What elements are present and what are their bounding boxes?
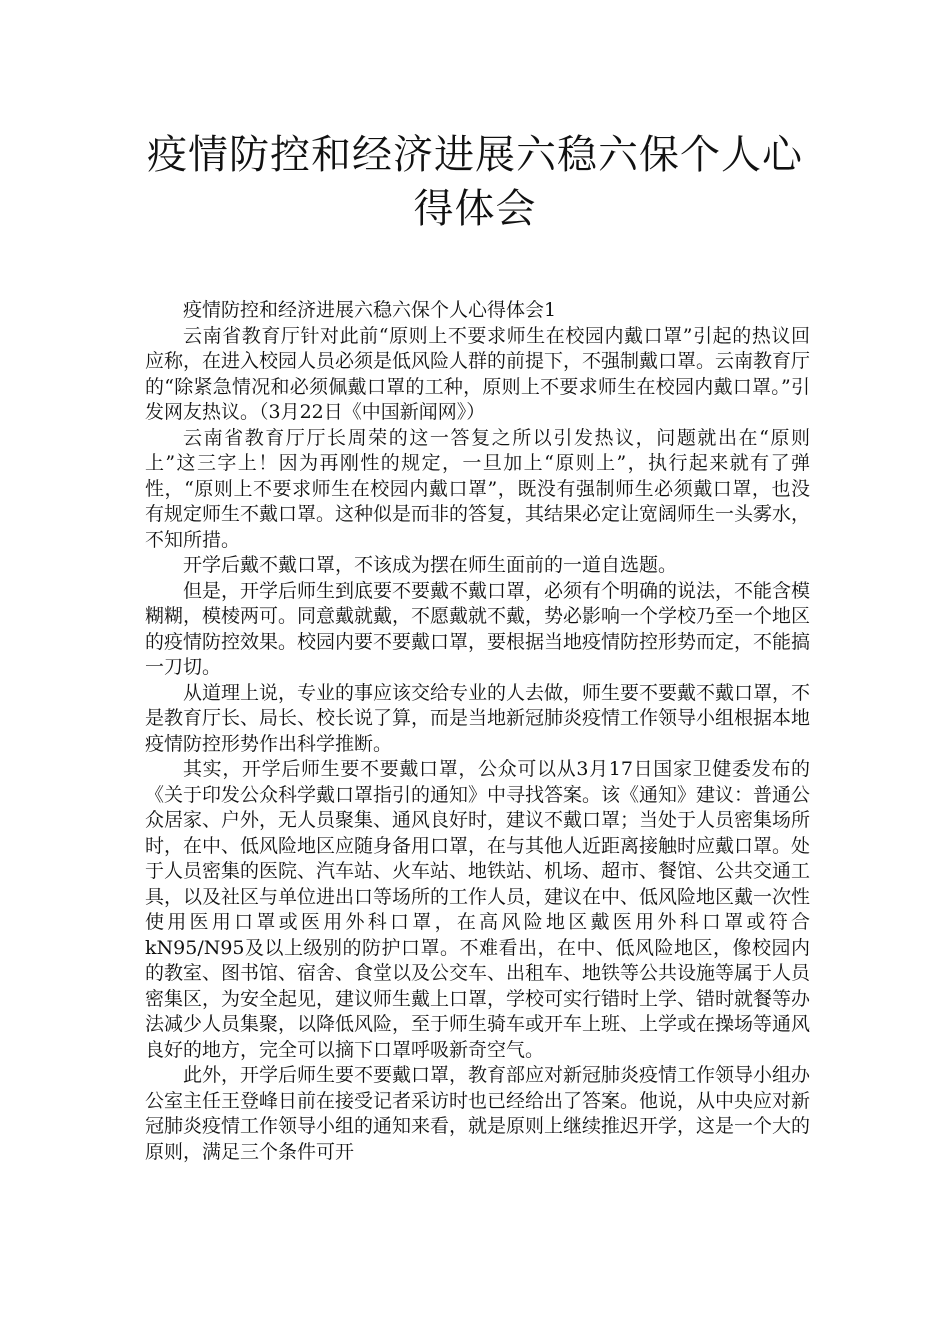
paragraph: 从道理上说，专业的事应该交给专业的人去做，师生要不要戴不戴口罩，不是教育厅长、局长、校长说了算，而是当地新冠肺炎疫情工作领导小组根据本地疫情防控形势作出科学推断。 — [145, 681, 811, 755]
document-body — [145, 298, 810, 1165]
paragraph: 此外，开学后师生要不要戴口罩，教育部应对新冠肺炎疫情工作领导小组办公室主任王登峰日前在接受记者采访时也已经给出了答案。他说，从中央应对新冠肺炎疫情工作领导小组的通知来看，就是原则上继续推迟开学，这是一个大的原则，满足三个条件可开 — [145, 1064, 811, 1163]
paragraph: 云南省教育厅厅长周荣的这一答复之所以引发热议，问题就出在“原则上”这三字上！因为再刚性的规定，一旦加上“原则上”，执行起来就有了弹性，“原则上不要求师生在校园内戴口罩”，既没有强制师生必须戴口罩，也没有规定师生不戴口罩。这种似是而非的答复，其结果必定让宽阔师生一头雾水，不知所措。 — [145, 426, 811, 551]
paragraph: 其实，开学后师生要不要戴口罩，公众可以从3月17日国家卫健委发布的《关于印发公众科学戴口罩指引的通知》中寻找答案。该《通知》建议：普通公众居家、户外，无人员聚集、通风良好时，建议不戴口罩；当处于人员密集场所时，在中、低风险地区应随身备用口罩，在与其他人近距离接触时应戴口罩。处于人员密集的医院、汽车站、火车站、地铁站、机场、超市、餐馆、公共交通工具，以及社区与单位进出口等场所的工作人员，建议在中、低风险地区戴一次性使用医用口罩或医用外科口罩，在高风险地区戴医用外科口罩或符合kN95/N95及以上级别的防护口罩。不难看出，在中、低风险地区，像校园内的教室、图书馆、宿舍、食堂以及公交车、出租车、地铁等公共设施等属于人员密集区，为安全起见，建议师生戴上口罩，学校可实行错时上学、错时就餐等办法减少人员集聚，以降低风险，至于师生骑车或开车上班、上学或在操场等通风良好的地方，完全可以摘下口罩呼吸新奇空气。 — [145, 758, 811, 1061]
paragraph: 开学后戴不戴口罩，不该成为摆在师生面前的一道自选题。 — [183, 554, 678, 576]
paragraph: 云南省教育厅针对此前“原则上不要求师生在校园内戴口罩”引起的热议回应称，在进入校园人员必须是低风险人群的前提下，不强制戴口罩。云南教育厅的“除紧急情况和必须佩戴口罩的工种，原则上不要求师生在校园内戴口罩。”引发网友热议。（3月22日《中国新闻网》） — [145, 324, 811, 423]
paragraph: 但是，开学后师生到底要不要戴不戴口罩，必须有个明确的说法，不能含模糊糊，模棱两可。同意戴就戴，不愿戴就不戴，势必影响一个学校乃至一个地区的疫情防控效果。校园内要不要戴口罩，要根据当地疫情防控形势而定，不能搞一刀切。 — [145, 579, 811, 678]
document-title: 疫情防控和经济进展六稳六保个人心得体会 — [147, 132, 803, 232]
section-heading: 疫情防控和经济进展六稳六保个人心得体会1 — [183, 299, 557, 321]
